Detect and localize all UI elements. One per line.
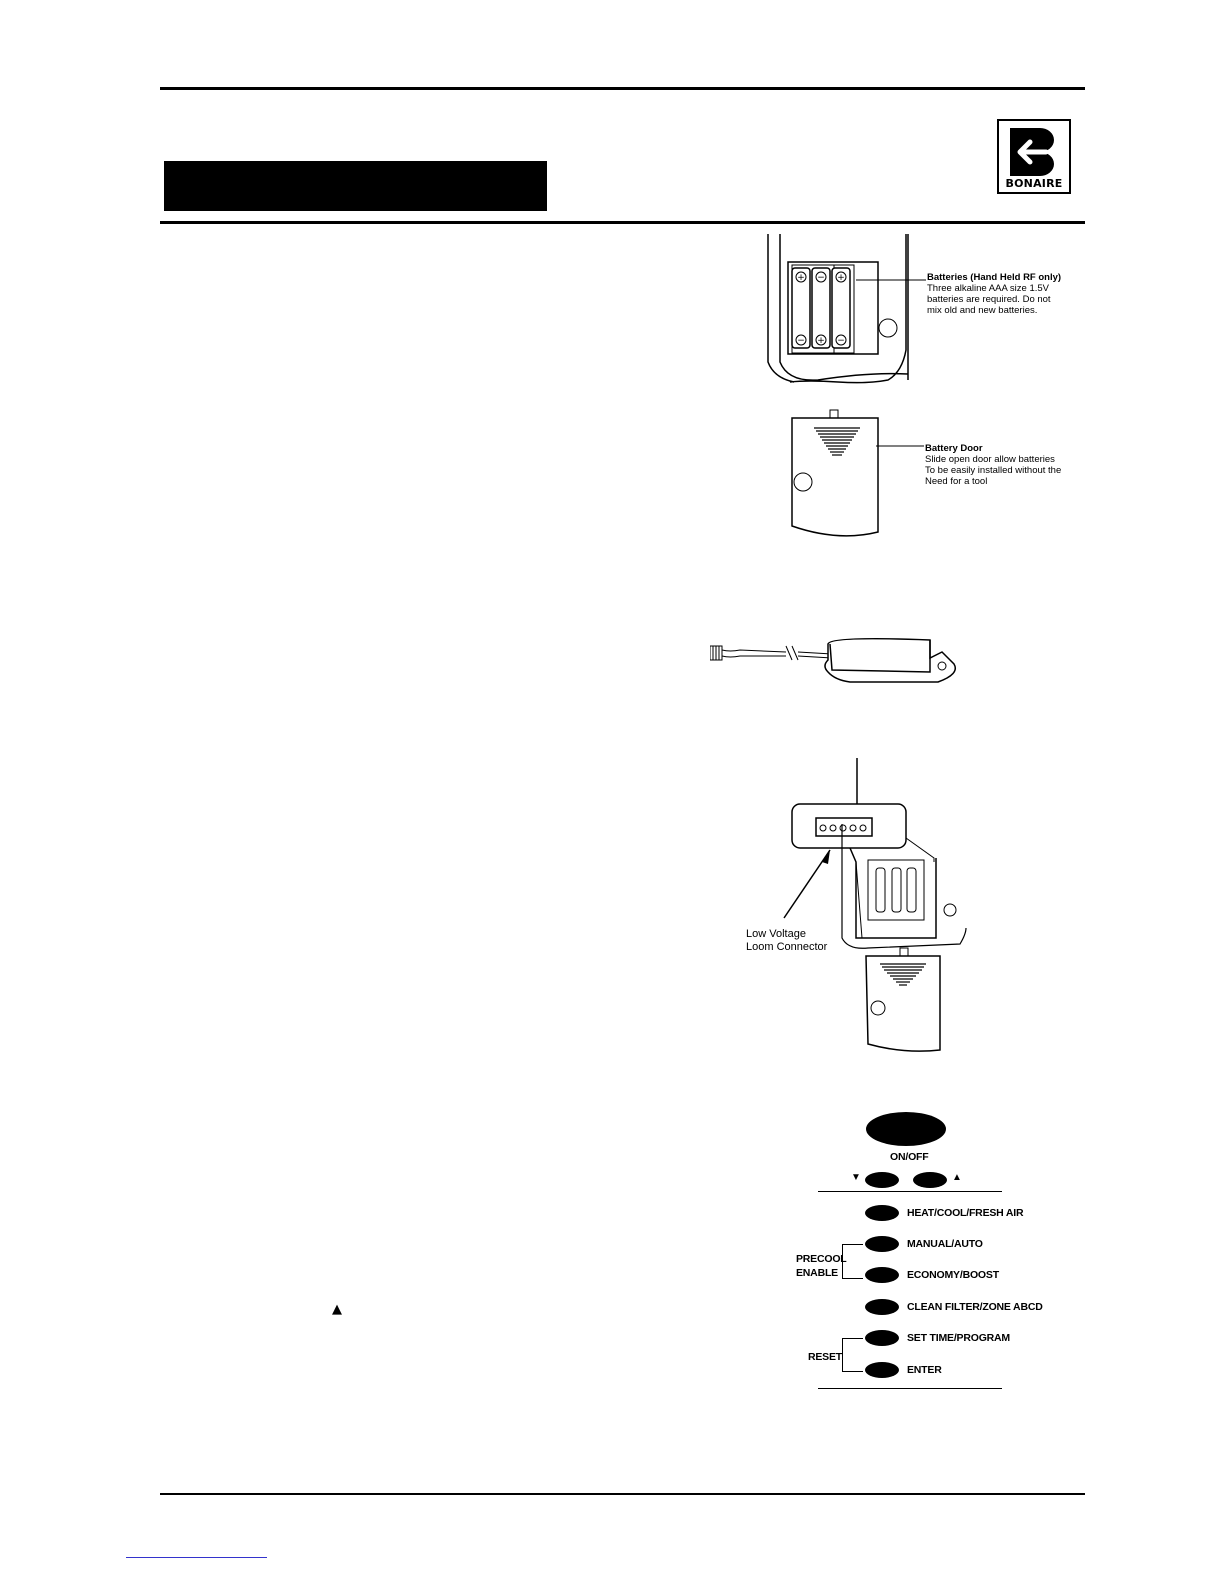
economy-boost-button[interactable] <box>865 1267 899 1283</box>
batteries-callout-line: batteries are required. Do not <box>927 294 1051 305</box>
up-arrow-icon: ▲ <box>332 1302 342 1317</box>
battery-door-callout-line: To be easily installed without the <box>925 465 1062 476</box>
bottom-rule <box>160 1493 1085 1495</box>
brand-arrow-icon <box>1006 126 1062 178</box>
loom-connector-drawing <box>744 758 969 1060</box>
footer-link-underline <box>126 1557 267 1558</box>
loom-connector-figure <box>744 758 969 1060</box>
bonaire-logo <box>997 119 1071 194</box>
economy-boost-label: ECONOMY/BOOST <box>907 1269 999 1281</box>
set-time-program-label: SET TIME/PROGRAM <box>907 1332 1010 1344</box>
power-button[interactable] <box>866 1112 946 1146</box>
precool-label <box>796 1252 847 1280</box>
set-time-program-button[interactable] <box>865 1330 899 1346</box>
battery-compartment-figure <box>748 232 1070 554</box>
battery-door-callout-line: Need for a tool <box>925 476 988 487</box>
batteries-callout <box>927 272 1072 316</box>
loom-module-figure <box>710 630 960 690</box>
loom-module-drawing <box>710 630 960 690</box>
battery-door-callout <box>925 443 1070 487</box>
power-label: ON/OFF <box>890 1151 929 1163</box>
down-arrow-icon: ▼ <box>851 1172 861 1183</box>
reset-label: RESET <box>808 1351 843 1363</box>
battery-door-callout-title: Battery Door <box>925 443 983 454</box>
loom-connector-label <box>746 928 827 954</box>
manual-auto-button[interactable] <box>865 1236 899 1252</box>
clean-filter-zone-label: CLEAN FILTER/ZONE ABCD <box>907 1301 1043 1313</box>
up-arrow-icon: ▲ <box>952 1172 962 1183</box>
enter-label: ENTER <box>907 1364 942 1376</box>
heat-cool-fresh-air-button[interactable] <box>865 1205 899 1221</box>
loom-connector-label-line: Loom Connector <box>746 941 828 953</box>
batteries-callout-title: Batteries (Hand Held RF only) <box>927 272 1062 283</box>
header-underline-rule <box>160 221 1085 224</box>
battery-door-callout-line: Slide open door allow batteries <box>925 454 1055 465</box>
svg-text:−: − <box>817 273 825 283</box>
svg-text:−: − <box>837 336 845 346</box>
manual-auto-label: MANUAL/AUTO <box>907 1238 983 1250</box>
svg-text:+: + <box>837 273 845 283</box>
section-header-bar <box>164 161 547 211</box>
heat-cool-fresh-air-label: HEAT/COOL/FRESH AIR <box>907 1207 1024 1219</box>
down-button[interactable] <box>865 1172 899 1188</box>
clean-filter-zone-button[interactable] <box>865 1299 899 1315</box>
precool-label-line: ENABLE <box>796 1267 838 1279</box>
loom-connector-label-line: Low Voltage <box>746 928 806 940</box>
enter-button[interactable] <box>865 1362 899 1378</box>
top-rule <box>160 87 1085 90</box>
batteries-callout-line: mix old and new batteries. <box>927 305 1038 316</box>
panel-divider-bottom <box>818 1388 1002 1389</box>
batteries-callout-line: Three alkaline AAA size 1.5V <box>927 283 1049 294</box>
precool-label-line: PRECOOL <box>796 1253 847 1265</box>
reset-bracket <box>842 1338 863 1372</box>
up-button[interactable] <box>913 1172 947 1188</box>
svg-text:+: + <box>817 336 825 346</box>
svg-text:−: − <box>797 336 805 346</box>
control-panel-figure <box>780 1106 1044 1408</box>
svg-text:+: + <box>797 273 805 283</box>
panel-divider-top <box>818 1191 1002 1192</box>
logo-brand-text: BONAIRE <box>1005 177 1063 190</box>
